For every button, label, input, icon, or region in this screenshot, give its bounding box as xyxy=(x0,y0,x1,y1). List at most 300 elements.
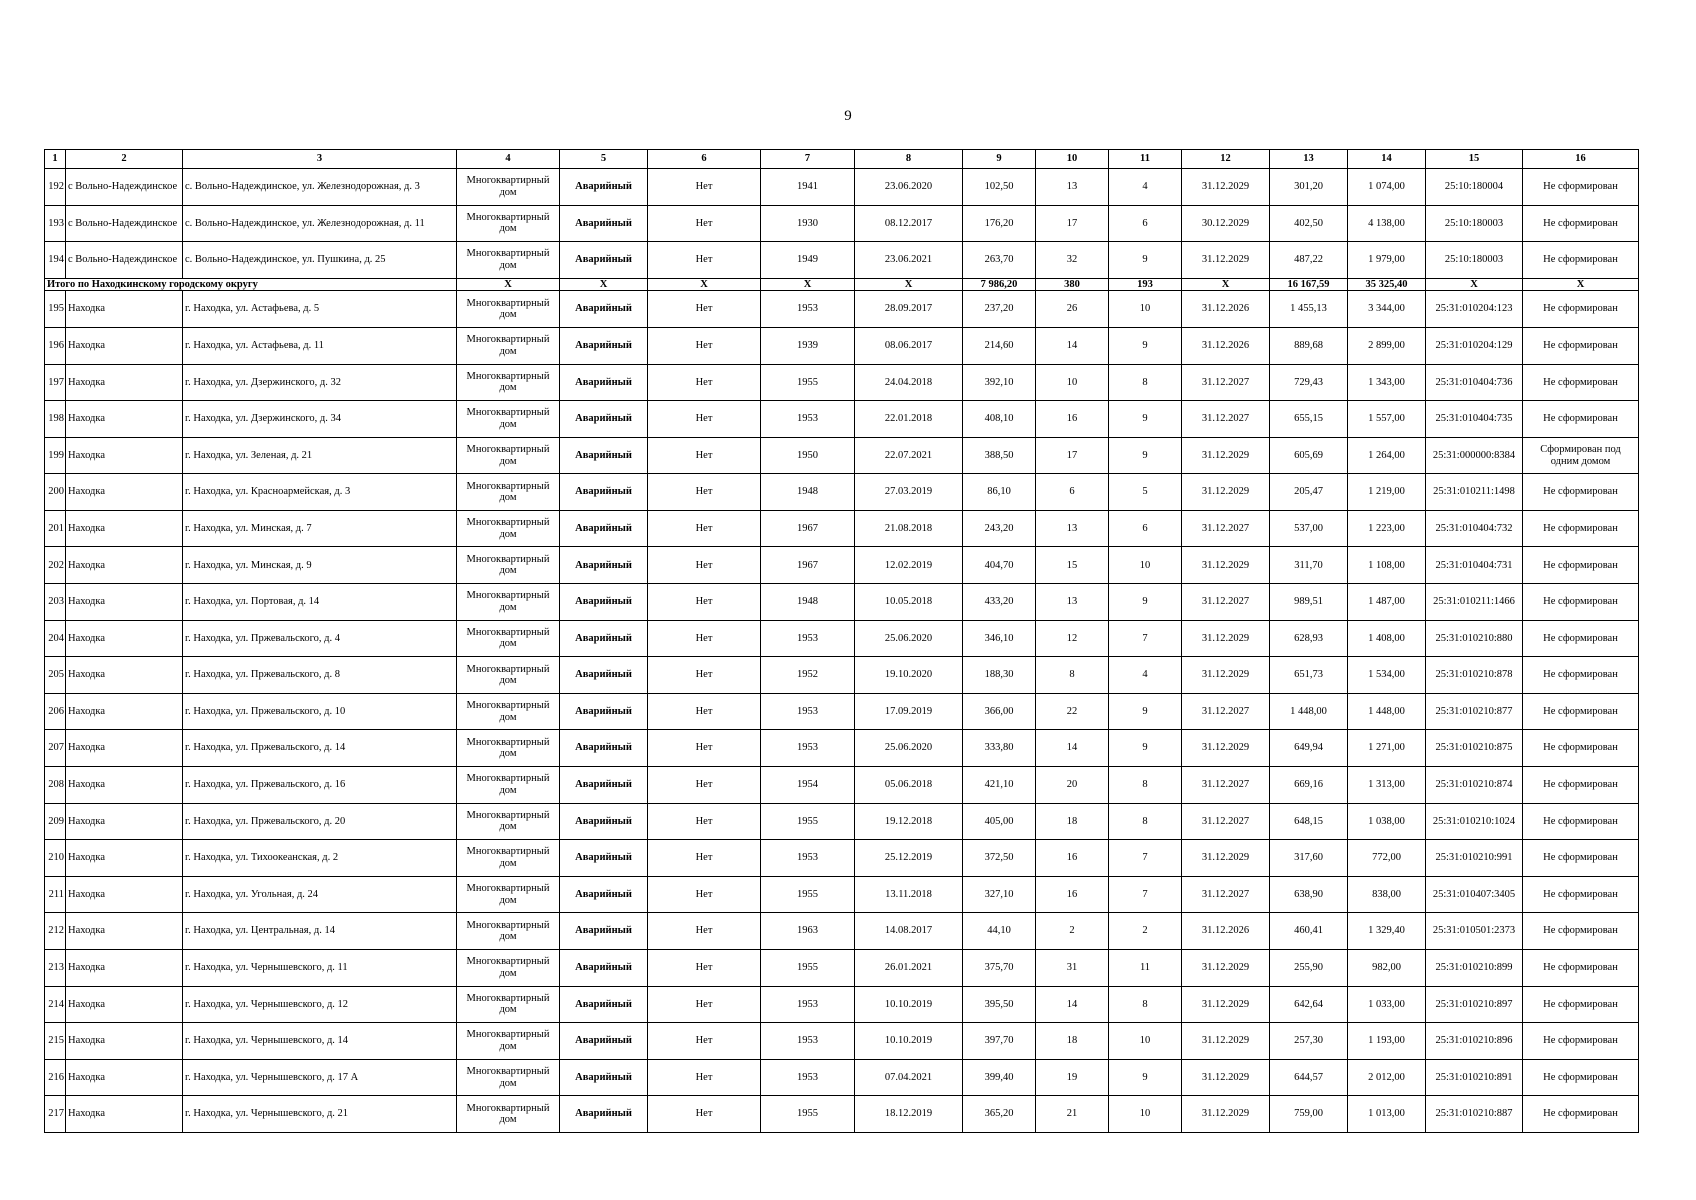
area2-cell: 889,68 xyxy=(1270,327,1348,364)
status-cell: Не сформирован xyxy=(1523,510,1639,547)
row-number: 216 xyxy=(45,1059,66,1096)
building-type-cell: Многоквартирный дом xyxy=(457,291,560,328)
cadastre-cell: 25:31:010210:878 xyxy=(1426,657,1523,694)
settlement-cell: Находка xyxy=(66,767,183,804)
land-area-cell: 1 979,00 xyxy=(1348,242,1426,279)
building-type-cell: Многоквартирный дом xyxy=(457,1023,560,1060)
land-area-cell: 1 271,00 xyxy=(1348,730,1426,767)
row-number: 206 xyxy=(45,693,66,730)
table-row xyxy=(45,693,1639,730)
row-number: 201 xyxy=(45,510,66,547)
cadastre-cell: 25:31:010210:891 xyxy=(1426,1059,1523,1096)
area-cell: 392,10 xyxy=(963,364,1036,401)
address-cell: г. Находка, ул. Дзержинского, д. 34 xyxy=(183,401,457,438)
cadastre-cell: 25:31:010204:123 xyxy=(1426,291,1523,328)
condition-cell: Аварийный xyxy=(560,950,648,987)
deadline-cell: 31.12.2026 xyxy=(1182,913,1270,950)
flag-cell: Нет xyxy=(648,364,761,401)
status-cell: Не сформирован xyxy=(1523,401,1639,438)
table-row xyxy=(45,437,1639,474)
settlement-cell: Находка xyxy=(66,876,183,913)
date-cell: 17.09.2019 xyxy=(855,693,963,730)
deadline-cell: 31.12.2029 xyxy=(1182,1059,1270,1096)
address-cell: г. Находка, ул. Пржевальского, д. 10 xyxy=(183,693,457,730)
date-cell: 21.08.2018 xyxy=(855,510,963,547)
condition-cell: Аварийный xyxy=(560,730,648,767)
residents-cell: 8 xyxy=(1036,657,1109,694)
year-cell: 1939 xyxy=(761,327,855,364)
residents-cell: 17 xyxy=(1036,205,1109,242)
date-cell: 07.04.2021 xyxy=(855,1059,963,1096)
settlement-cell: Находка xyxy=(66,474,183,511)
settlement-cell: с Вольно-Надеждинское xyxy=(66,169,183,206)
date-cell: 26.01.2021 xyxy=(855,950,963,987)
status-cell: Не сформирован xyxy=(1523,620,1639,657)
column-header: 15 xyxy=(1426,150,1523,169)
flats-cell: 7 xyxy=(1109,876,1182,913)
column-header: 2 xyxy=(66,150,183,169)
cadastre-cell: 25:31:010210:1024 xyxy=(1426,803,1523,840)
date-cell: 19.10.2020 xyxy=(855,657,963,694)
address-cell: г. Находка, ул. Угольная, д. 24 xyxy=(183,876,457,913)
status-cell: Не сформирован xyxy=(1523,1059,1639,1096)
address-cell: г. Находка, ул. Портовая, д. 14 xyxy=(183,584,457,621)
flag-cell: Нет xyxy=(648,242,761,279)
building-type-cell: Многоквартирный дом xyxy=(457,986,560,1023)
table-row xyxy=(45,986,1639,1023)
housing-table xyxy=(44,149,1639,1133)
address-cell: с. Вольно-Надеждинское, ул. Железнодорожная, д. 11 xyxy=(183,205,457,242)
year-cell: 1953 xyxy=(761,401,855,438)
settlement-cell: Находка xyxy=(66,364,183,401)
settlement-cell: Находка xyxy=(66,803,183,840)
settlement-cell: Находка xyxy=(66,693,183,730)
date-cell: 14.08.2017 xyxy=(855,913,963,950)
area2-cell: 989,51 xyxy=(1270,584,1348,621)
total-cell: Х xyxy=(761,278,855,291)
settlement-cell: Находка xyxy=(66,1059,183,1096)
flats-cell: 10 xyxy=(1109,1023,1182,1060)
status-cell: Не сформирован xyxy=(1523,803,1639,840)
column-header: 13 xyxy=(1270,150,1348,169)
table-row xyxy=(45,205,1639,242)
area-cell: 327,10 xyxy=(963,876,1036,913)
building-type-cell: Многоквартирный дом xyxy=(457,950,560,987)
flats-cell: 8 xyxy=(1109,986,1182,1023)
row-number: 195 xyxy=(45,291,66,328)
land-area-cell: 1 013,00 xyxy=(1348,1096,1426,1133)
settlement-cell: Находка xyxy=(66,1096,183,1133)
flats-cell: 7 xyxy=(1109,620,1182,657)
area-cell: 375,70 xyxy=(963,950,1036,987)
residents-cell: 16 xyxy=(1036,840,1109,877)
land-area-cell: 2 012,00 xyxy=(1348,1059,1426,1096)
row-number: 207 xyxy=(45,730,66,767)
condition-cell: Аварийный xyxy=(560,803,648,840)
column-header: 9 xyxy=(963,150,1036,169)
area-cell: 346,10 xyxy=(963,620,1036,657)
building-type-cell: Многоквартирный дом xyxy=(457,242,560,279)
year-cell: 1954 xyxy=(761,767,855,804)
deadline-cell: 31.12.2027 xyxy=(1182,803,1270,840)
table-row xyxy=(45,584,1639,621)
flag-cell: Нет xyxy=(648,1023,761,1060)
flats-cell: 7 xyxy=(1109,840,1182,877)
building-type-cell: Многоквартирный дом xyxy=(457,584,560,621)
settlement-cell: Находка xyxy=(66,584,183,621)
status-cell: Не сформирован xyxy=(1523,693,1639,730)
residents-cell: 18 xyxy=(1036,803,1109,840)
cadastre-cell: 25:31:010210:874 xyxy=(1426,767,1523,804)
address-cell: г. Находка, ул. Центральная, д. 14 xyxy=(183,913,457,950)
area-cell: 176,20 xyxy=(963,205,1036,242)
condition-cell: Аварийный xyxy=(560,291,648,328)
deadline-cell: 31.12.2027 xyxy=(1182,510,1270,547)
area-cell: 421,10 xyxy=(963,767,1036,804)
total-cell: 16 167,59 xyxy=(1270,278,1348,291)
area-cell: 237,20 xyxy=(963,291,1036,328)
flag-cell: Нет xyxy=(648,657,761,694)
building-type-cell: Многоквартирный дом xyxy=(457,205,560,242)
year-cell: 1948 xyxy=(761,584,855,621)
settlement-cell: с Вольно-Надеждинское xyxy=(66,205,183,242)
area-cell: 333,80 xyxy=(963,730,1036,767)
deadline-cell: 31.12.2029 xyxy=(1182,1096,1270,1133)
address-cell: с. Вольно-Надеждинское, ул. Пушкина, д. 25 xyxy=(183,242,457,279)
year-cell: 1967 xyxy=(761,510,855,547)
settlement-cell: Находка xyxy=(66,620,183,657)
settlement-cell: Находка xyxy=(66,730,183,767)
building-type-cell: Многоквартирный дом xyxy=(457,364,560,401)
flag-cell: Нет xyxy=(648,693,761,730)
flag-cell: Нет xyxy=(648,401,761,438)
building-type-cell: Многоквартирный дом xyxy=(457,913,560,950)
date-cell: 10.10.2019 xyxy=(855,986,963,1023)
status-cell: Не сформирован xyxy=(1523,950,1639,987)
building-type-cell: Многоквартирный дом xyxy=(457,547,560,584)
condition-cell: Аварийный xyxy=(560,693,648,730)
area2-cell: 648,15 xyxy=(1270,803,1348,840)
address-cell: г. Находка, ул. Пржевальского, д. 20 xyxy=(183,803,457,840)
date-cell: 25.06.2020 xyxy=(855,730,963,767)
settlement-cell: Находка xyxy=(66,950,183,987)
land-area-cell: 1 219,00 xyxy=(1348,474,1426,511)
cadastre-cell: 25:31:010211:1466 xyxy=(1426,584,1523,621)
condition-cell: Аварийный xyxy=(560,767,648,804)
date-cell: 23.06.2020 xyxy=(855,169,963,206)
flag-cell: Нет xyxy=(648,767,761,804)
status-cell: Не сформирован xyxy=(1523,1023,1639,1060)
row-number: 204 xyxy=(45,620,66,657)
area2-cell: 205,47 xyxy=(1270,474,1348,511)
area2-cell: 317,60 xyxy=(1270,840,1348,877)
address-cell: г. Находка, ул. Астафьева, д. 11 xyxy=(183,327,457,364)
cadastre-cell: 25:31:010210:899 xyxy=(1426,950,1523,987)
land-area-cell: 1 193,00 xyxy=(1348,1023,1426,1060)
table-row xyxy=(45,510,1639,547)
address-cell: г. Находка, ул. Чернышевского, д. 12 xyxy=(183,986,457,1023)
date-cell: 24.04.2018 xyxy=(855,364,963,401)
condition-cell: Аварийный xyxy=(560,584,648,621)
table-body xyxy=(45,150,1639,1133)
residents-cell: 16 xyxy=(1036,401,1109,438)
area2-cell: 655,15 xyxy=(1270,401,1348,438)
cadastre-cell: 25:31:010211:1498 xyxy=(1426,474,1523,511)
cadastre-cell: 25:10:180003 xyxy=(1426,242,1523,279)
address-cell: г. Находка, ул. Дзержинского, д. 32 xyxy=(183,364,457,401)
cadastre-cell: 25:10:180003 xyxy=(1426,205,1523,242)
condition-cell: Аварийный xyxy=(560,169,648,206)
year-cell: 1953 xyxy=(761,986,855,1023)
flag-cell: Нет xyxy=(648,1059,761,1096)
date-cell: 18.12.2019 xyxy=(855,1096,963,1133)
date-cell: 25.12.2019 xyxy=(855,840,963,877)
land-area-cell: 772,00 xyxy=(1348,840,1426,877)
condition-cell: Аварийный xyxy=(560,401,648,438)
table-row xyxy=(45,620,1639,657)
area2-cell: 651,73 xyxy=(1270,657,1348,694)
flag-cell: Нет xyxy=(648,327,761,364)
flats-cell: 9 xyxy=(1109,401,1182,438)
area-cell: 433,20 xyxy=(963,584,1036,621)
settlement-cell: Находка xyxy=(66,547,183,584)
building-type-cell: Многоквартирный дом xyxy=(457,510,560,547)
flats-cell: 6 xyxy=(1109,510,1182,547)
table-row xyxy=(45,840,1639,877)
area2-cell: 311,70 xyxy=(1270,547,1348,584)
deadline-cell: 31.12.2029 xyxy=(1182,242,1270,279)
year-cell: 1963 xyxy=(761,913,855,950)
condition-cell: Аварийный xyxy=(560,242,648,279)
land-area-cell: 1 343,00 xyxy=(1348,364,1426,401)
condition-cell: Аварийный xyxy=(560,657,648,694)
flats-cell: 9 xyxy=(1109,242,1182,279)
date-cell: 10.05.2018 xyxy=(855,584,963,621)
date-cell: 22.01.2018 xyxy=(855,401,963,438)
year-cell: 1953 xyxy=(761,693,855,730)
building-type-cell: Многоквартирный дом xyxy=(457,1059,560,1096)
total-cell: Х xyxy=(560,278,648,291)
flats-cell: 8 xyxy=(1109,364,1182,401)
total-label: Итого по Находкинскому городскому округу xyxy=(45,278,457,291)
date-cell: 08.06.2017 xyxy=(855,327,963,364)
flag-cell: Нет xyxy=(648,913,761,950)
address-cell: г. Находка, ул. Чернышевского, д. 21 xyxy=(183,1096,457,1133)
year-cell: 1948 xyxy=(761,474,855,511)
total-cell: Х xyxy=(648,278,761,291)
land-area-cell: 1 534,00 xyxy=(1348,657,1426,694)
table-row xyxy=(45,547,1639,584)
table-row xyxy=(45,242,1639,279)
address-cell: г. Находка, ул. Чернышевского, д. 11 xyxy=(183,950,457,987)
year-cell: 1953 xyxy=(761,730,855,767)
year-cell: 1955 xyxy=(761,364,855,401)
settlement-cell: Находка xyxy=(66,986,183,1023)
column-header: 1 xyxy=(45,150,66,169)
status-cell: Не сформирован xyxy=(1523,840,1639,877)
residents-cell: 14 xyxy=(1036,730,1109,767)
flats-cell: 4 xyxy=(1109,657,1182,694)
flats-cell: 6 xyxy=(1109,205,1182,242)
date-cell: 25.06.2020 xyxy=(855,620,963,657)
land-area-cell: 982,00 xyxy=(1348,950,1426,987)
cadastre-cell: 25:31:010210:875 xyxy=(1426,730,1523,767)
area2-cell: 669,16 xyxy=(1270,767,1348,804)
table-row xyxy=(45,327,1639,364)
flats-cell: 9 xyxy=(1109,1059,1182,1096)
area2-cell: 255,90 xyxy=(1270,950,1348,987)
year-cell: 1955 xyxy=(761,876,855,913)
flats-cell: 9 xyxy=(1109,730,1182,767)
column-header: 8 xyxy=(855,150,963,169)
year-cell: 1955 xyxy=(761,1096,855,1133)
table-row xyxy=(45,169,1639,206)
flag-cell: Нет xyxy=(648,730,761,767)
row-number: 210 xyxy=(45,840,66,877)
land-area-cell: 1 408,00 xyxy=(1348,620,1426,657)
address-cell: г. Находка, ул. Красноармейская, д. 3 xyxy=(183,474,457,511)
condition-cell: Аварийный xyxy=(560,327,648,364)
status-cell: Не сформирован xyxy=(1523,364,1639,401)
residents-cell: 13 xyxy=(1036,584,1109,621)
settlement-cell: Находка xyxy=(66,657,183,694)
building-type-cell: Многоквартирный дом xyxy=(457,876,560,913)
flag-cell: Нет xyxy=(648,876,761,913)
year-cell: 1955 xyxy=(761,803,855,840)
condition-cell: Аварийный xyxy=(560,840,648,877)
area-cell: 372,50 xyxy=(963,840,1036,877)
deadline-cell: 31.12.2029 xyxy=(1182,547,1270,584)
condition-cell: Аварийный xyxy=(560,986,648,1023)
cadastre-cell: 25:31:010210:880 xyxy=(1426,620,1523,657)
building-type-cell: Многоквартирный дом xyxy=(457,693,560,730)
row-number: 212 xyxy=(45,913,66,950)
land-area-cell: 1 487,00 xyxy=(1348,584,1426,621)
address-cell: г. Находка, ул. Минская, д. 7 xyxy=(183,510,457,547)
cadastre-cell: 25:31:010404:732 xyxy=(1426,510,1523,547)
flag-cell: Нет xyxy=(648,620,761,657)
total-cell: Х xyxy=(855,278,963,291)
deadline-cell: 31.12.2026 xyxy=(1182,327,1270,364)
row-number: 196 xyxy=(45,327,66,364)
cadastre-cell: 25:31:010210:991 xyxy=(1426,840,1523,877)
status-cell: Не сформирован xyxy=(1523,205,1639,242)
cadastre-cell: 25:31:010501:2373 xyxy=(1426,913,1523,950)
residents-cell: 13 xyxy=(1036,510,1109,547)
settlement-cell: Находка xyxy=(66,840,183,877)
row-number: 213 xyxy=(45,950,66,987)
address-cell: г. Находка, ул. Чернышевского, д. 17 А xyxy=(183,1059,457,1096)
flats-cell: 2 xyxy=(1109,913,1182,950)
land-area-cell: 1 223,00 xyxy=(1348,510,1426,547)
condition-cell: Аварийный xyxy=(560,1023,648,1060)
date-cell: 23.06.2021 xyxy=(855,242,963,279)
land-area-cell: 2 899,00 xyxy=(1348,327,1426,364)
status-cell: Не сформирован xyxy=(1523,242,1639,279)
area-cell: 188,30 xyxy=(963,657,1036,694)
year-cell: 1952 xyxy=(761,657,855,694)
address-cell: г. Находка, ул. Астафьева, д. 5 xyxy=(183,291,457,328)
settlement-cell: Находка xyxy=(66,1023,183,1060)
date-cell: 08.12.2017 xyxy=(855,205,963,242)
total-cell: 35 325,40 xyxy=(1348,278,1426,291)
condition-cell: Аварийный xyxy=(560,876,648,913)
deadline-cell: 31.12.2029 xyxy=(1182,620,1270,657)
total-cell: Х xyxy=(1426,278,1523,291)
area2-cell: 605,69 xyxy=(1270,437,1348,474)
flag-cell: Нет xyxy=(648,291,761,328)
row-number: 208 xyxy=(45,767,66,804)
area2-cell: 537,00 xyxy=(1270,510,1348,547)
land-area-cell: 1 329,40 xyxy=(1348,913,1426,950)
settlement-cell: Находка xyxy=(66,401,183,438)
status-cell: Не сформирован xyxy=(1523,986,1639,1023)
building-type-cell: Многоквартирный дом xyxy=(457,803,560,840)
date-cell: 22.07.2021 xyxy=(855,437,963,474)
condition-cell: Аварийный xyxy=(560,1059,648,1096)
address-cell: г. Находка, ул. Тихоокеанская, д. 2 xyxy=(183,840,457,877)
condition-cell: Аварийный xyxy=(560,437,648,474)
settlement-cell: Находка xyxy=(66,291,183,328)
year-cell: 1930 xyxy=(761,205,855,242)
year-cell: 1953 xyxy=(761,1059,855,1096)
status-cell: Не сформирован xyxy=(1523,767,1639,804)
deadline-cell: 31.12.2027 xyxy=(1182,767,1270,804)
header-row xyxy=(45,150,1639,169)
area2-cell: 487,22 xyxy=(1270,242,1348,279)
residents-cell: 10 xyxy=(1036,364,1109,401)
year-cell: 1967 xyxy=(761,547,855,584)
building-type-cell: Многоквартирный дом xyxy=(457,620,560,657)
status-cell: Не сформирован xyxy=(1523,730,1639,767)
status-cell: Не сформирован xyxy=(1523,291,1639,328)
status-cell: Не сформирован xyxy=(1523,1096,1639,1133)
area2-cell: 729,43 xyxy=(1270,364,1348,401)
year-cell: 1953 xyxy=(761,291,855,328)
year-cell: 1953 xyxy=(761,620,855,657)
table-row xyxy=(45,913,1639,950)
residents-cell: 31 xyxy=(1036,950,1109,987)
table-row xyxy=(45,364,1639,401)
area2-cell: 638,90 xyxy=(1270,876,1348,913)
cadastre-cell: 25:31:010204:129 xyxy=(1426,327,1523,364)
area2-cell: 1 455,13 xyxy=(1270,291,1348,328)
status-cell: Не сформирован xyxy=(1523,657,1639,694)
area-cell: 44,10 xyxy=(963,913,1036,950)
building-type-cell: Многоквартирный дом xyxy=(457,401,560,438)
building-type-cell: Многоквартирный дом xyxy=(457,730,560,767)
building-type-cell: Многоквартирный дом xyxy=(457,437,560,474)
area-cell: 214,60 xyxy=(963,327,1036,364)
area-cell: 399,40 xyxy=(963,1059,1036,1096)
area2-cell: 759,00 xyxy=(1270,1096,1348,1133)
cadastre-cell: 25:31:010210:887 xyxy=(1426,1096,1523,1133)
cadastre-cell: 25:31:010404:731 xyxy=(1426,547,1523,584)
area-cell: 405,00 xyxy=(963,803,1036,840)
flats-cell: 4 xyxy=(1109,169,1182,206)
row-number: 194 xyxy=(45,242,66,279)
flag-cell: Нет xyxy=(648,547,761,584)
condition-cell: Аварийный xyxy=(560,913,648,950)
row-number: 199 xyxy=(45,437,66,474)
address-cell: г. Находка, ул. Чернышевского, д. 14 xyxy=(183,1023,457,1060)
condition-cell: Аварийный xyxy=(560,205,648,242)
flag-cell: Нет xyxy=(648,840,761,877)
table-row xyxy=(45,950,1639,987)
building-type-cell: Многоквартирный дом xyxy=(457,767,560,804)
deadline-cell: 30.12.2029 xyxy=(1182,205,1270,242)
land-area-cell: 1 108,00 xyxy=(1348,547,1426,584)
